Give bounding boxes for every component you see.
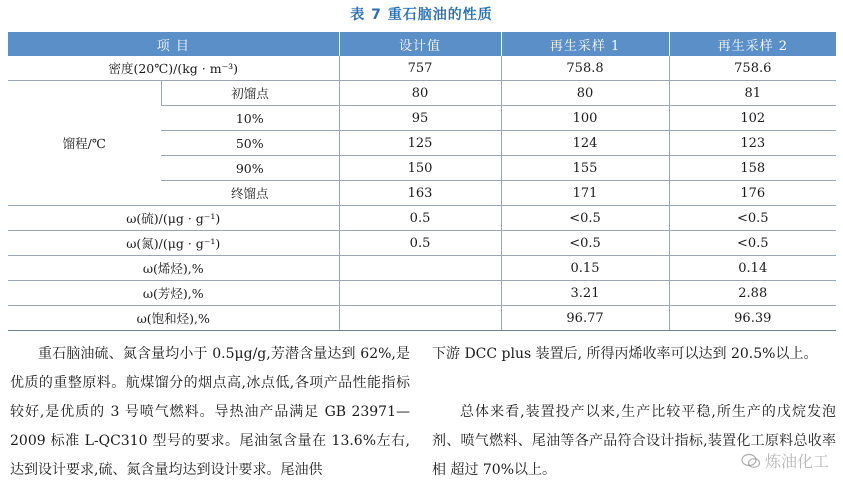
- cell-design: [339, 256, 501, 281]
- wechat-icon: [741, 453, 761, 469]
- cell-design: 0.5: [339, 231, 501, 256]
- cell-sample-1: 124: [501, 131, 669, 156]
- properties-table: [8, 32, 836, 331]
- row-label: 密度(20℃)/(kg · m⁻³): [8, 56, 339, 81]
- row-label: 初馏点: [161, 81, 339, 106]
- cell-design: [339, 306, 501, 331]
- cell-sample-2: <0.5: [669, 206, 836, 231]
- body-paragraph-left: 重石脑油硫、氮含量均小于 0.5μg/g,芳潜含量达到 62%,是优质的重整原料。航煤馏分的烟点高,冰点低,各项产品性能指标较好,是优质的 3 号喷气燃料。导热油产品满足 GB 23971—2009 标准 L-QC310 型号的要求。尾油氢含量在 13.6%左右,达到设计要求,硫、氮含量均达到设计要求。尾油供: [10, 346, 410, 478]
- row-label: 10%: [161, 106, 339, 131]
- header-item: 项 目: [8, 32, 339, 56]
- distillation-group-label: 馏程/℃: [8, 81, 161, 206]
- watermark: [741, 449, 829, 472]
- cell-sample-1: <0.5: [501, 231, 669, 256]
- table-row: [8, 256, 836, 281]
- cell-sample-2: 0.14: [669, 256, 836, 281]
- cell-sample-2: <0.5: [669, 231, 836, 256]
- cell-sample-1: <0.5: [501, 206, 669, 231]
- cell-sample-2: 176: [669, 181, 836, 206]
- cell-sample-1: 171: [501, 181, 669, 206]
- cell-design: 150: [339, 156, 501, 181]
- cell-design: [339, 281, 501, 306]
- body-paragraph-right-summary: 总体来看,装置投产以来,生产比较平稳,所生产的戊烷发泡剂、喷气燃料、尾油等各产品符合设计指标,装置化工原料总收率相 超过 70%以上。: [432, 404, 836, 478]
- cell-sample-2: 96.39: [669, 306, 836, 331]
- cell-sample-2: 123: [669, 131, 836, 156]
- row-label: ω(烯烃),%: [8, 256, 339, 281]
- cell-sample-2: 2.88: [669, 281, 836, 306]
- cell-sample-1: 3.21: [501, 281, 669, 306]
- cell-design: 163: [339, 181, 501, 206]
- cell-sample-1: 155: [501, 156, 669, 181]
- header-sample-2: 再生采样 2: [669, 32, 836, 56]
- cell-design: 80: [339, 81, 501, 106]
- watermark-text: 炼油化工: [764, 452, 829, 471]
- cell-sample-1: 100: [501, 106, 669, 131]
- cell-sample-2: 158: [669, 156, 836, 181]
- table-caption: 表 7 重石脑油的性质: [350, 7, 493, 23]
- row-label: 终馏点: [161, 181, 339, 206]
- table-row: [8, 306, 836, 331]
- row-label: ω(氮)/(μg · g⁻¹): [8, 231, 339, 256]
- body-paragraph-right-continued: 下游 DCC plus 装置后, 所得丙烯收率可以达到 20.5%以上。: [432, 346, 818, 362]
- row-label: 90%: [161, 156, 339, 181]
- table-row: [8, 281, 836, 306]
- table-header-row: [8, 32, 836, 56]
- cell-sample-2: 81: [669, 81, 836, 106]
- cell-design: 125: [339, 131, 501, 156]
- row-label: ω(芳烃),%: [8, 281, 339, 306]
- cell-sample-2: 758.6: [669, 56, 836, 81]
- cell-sample-1: 96.77: [501, 306, 669, 331]
- cell-sample-1: 80: [501, 81, 669, 106]
- table-row: [8, 206, 836, 231]
- cell-design: 0.5: [339, 206, 501, 231]
- header-design: 设计值: [339, 32, 501, 56]
- cell-sample-1: 758.8: [501, 56, 669, 81]
- cell-sample-1: 0.15: [501, 256, 669, 281]
- header-sample-1: 再生采样 1: [501, 32, 669, 56]
- row-label: ω(硫)/(μg · g⁻¹): [8, 206, 339, 231]
- row-label: ω(饱和烃),%: [8, 306, 339, 331]
- table-row: [8, 81, 836, 106]
- table-row: [8, 231, 836, 256]
- table-row: [8, 56, 836, 81]
- row-label: 50%: [161, 131, 339, 156]
- cell-design: 95: [339, 106, 501, 131]
- cell-design: 757: [339, 56, 501, 81]
- cell-sample-2: 102: [669, 106, 836, 131]
